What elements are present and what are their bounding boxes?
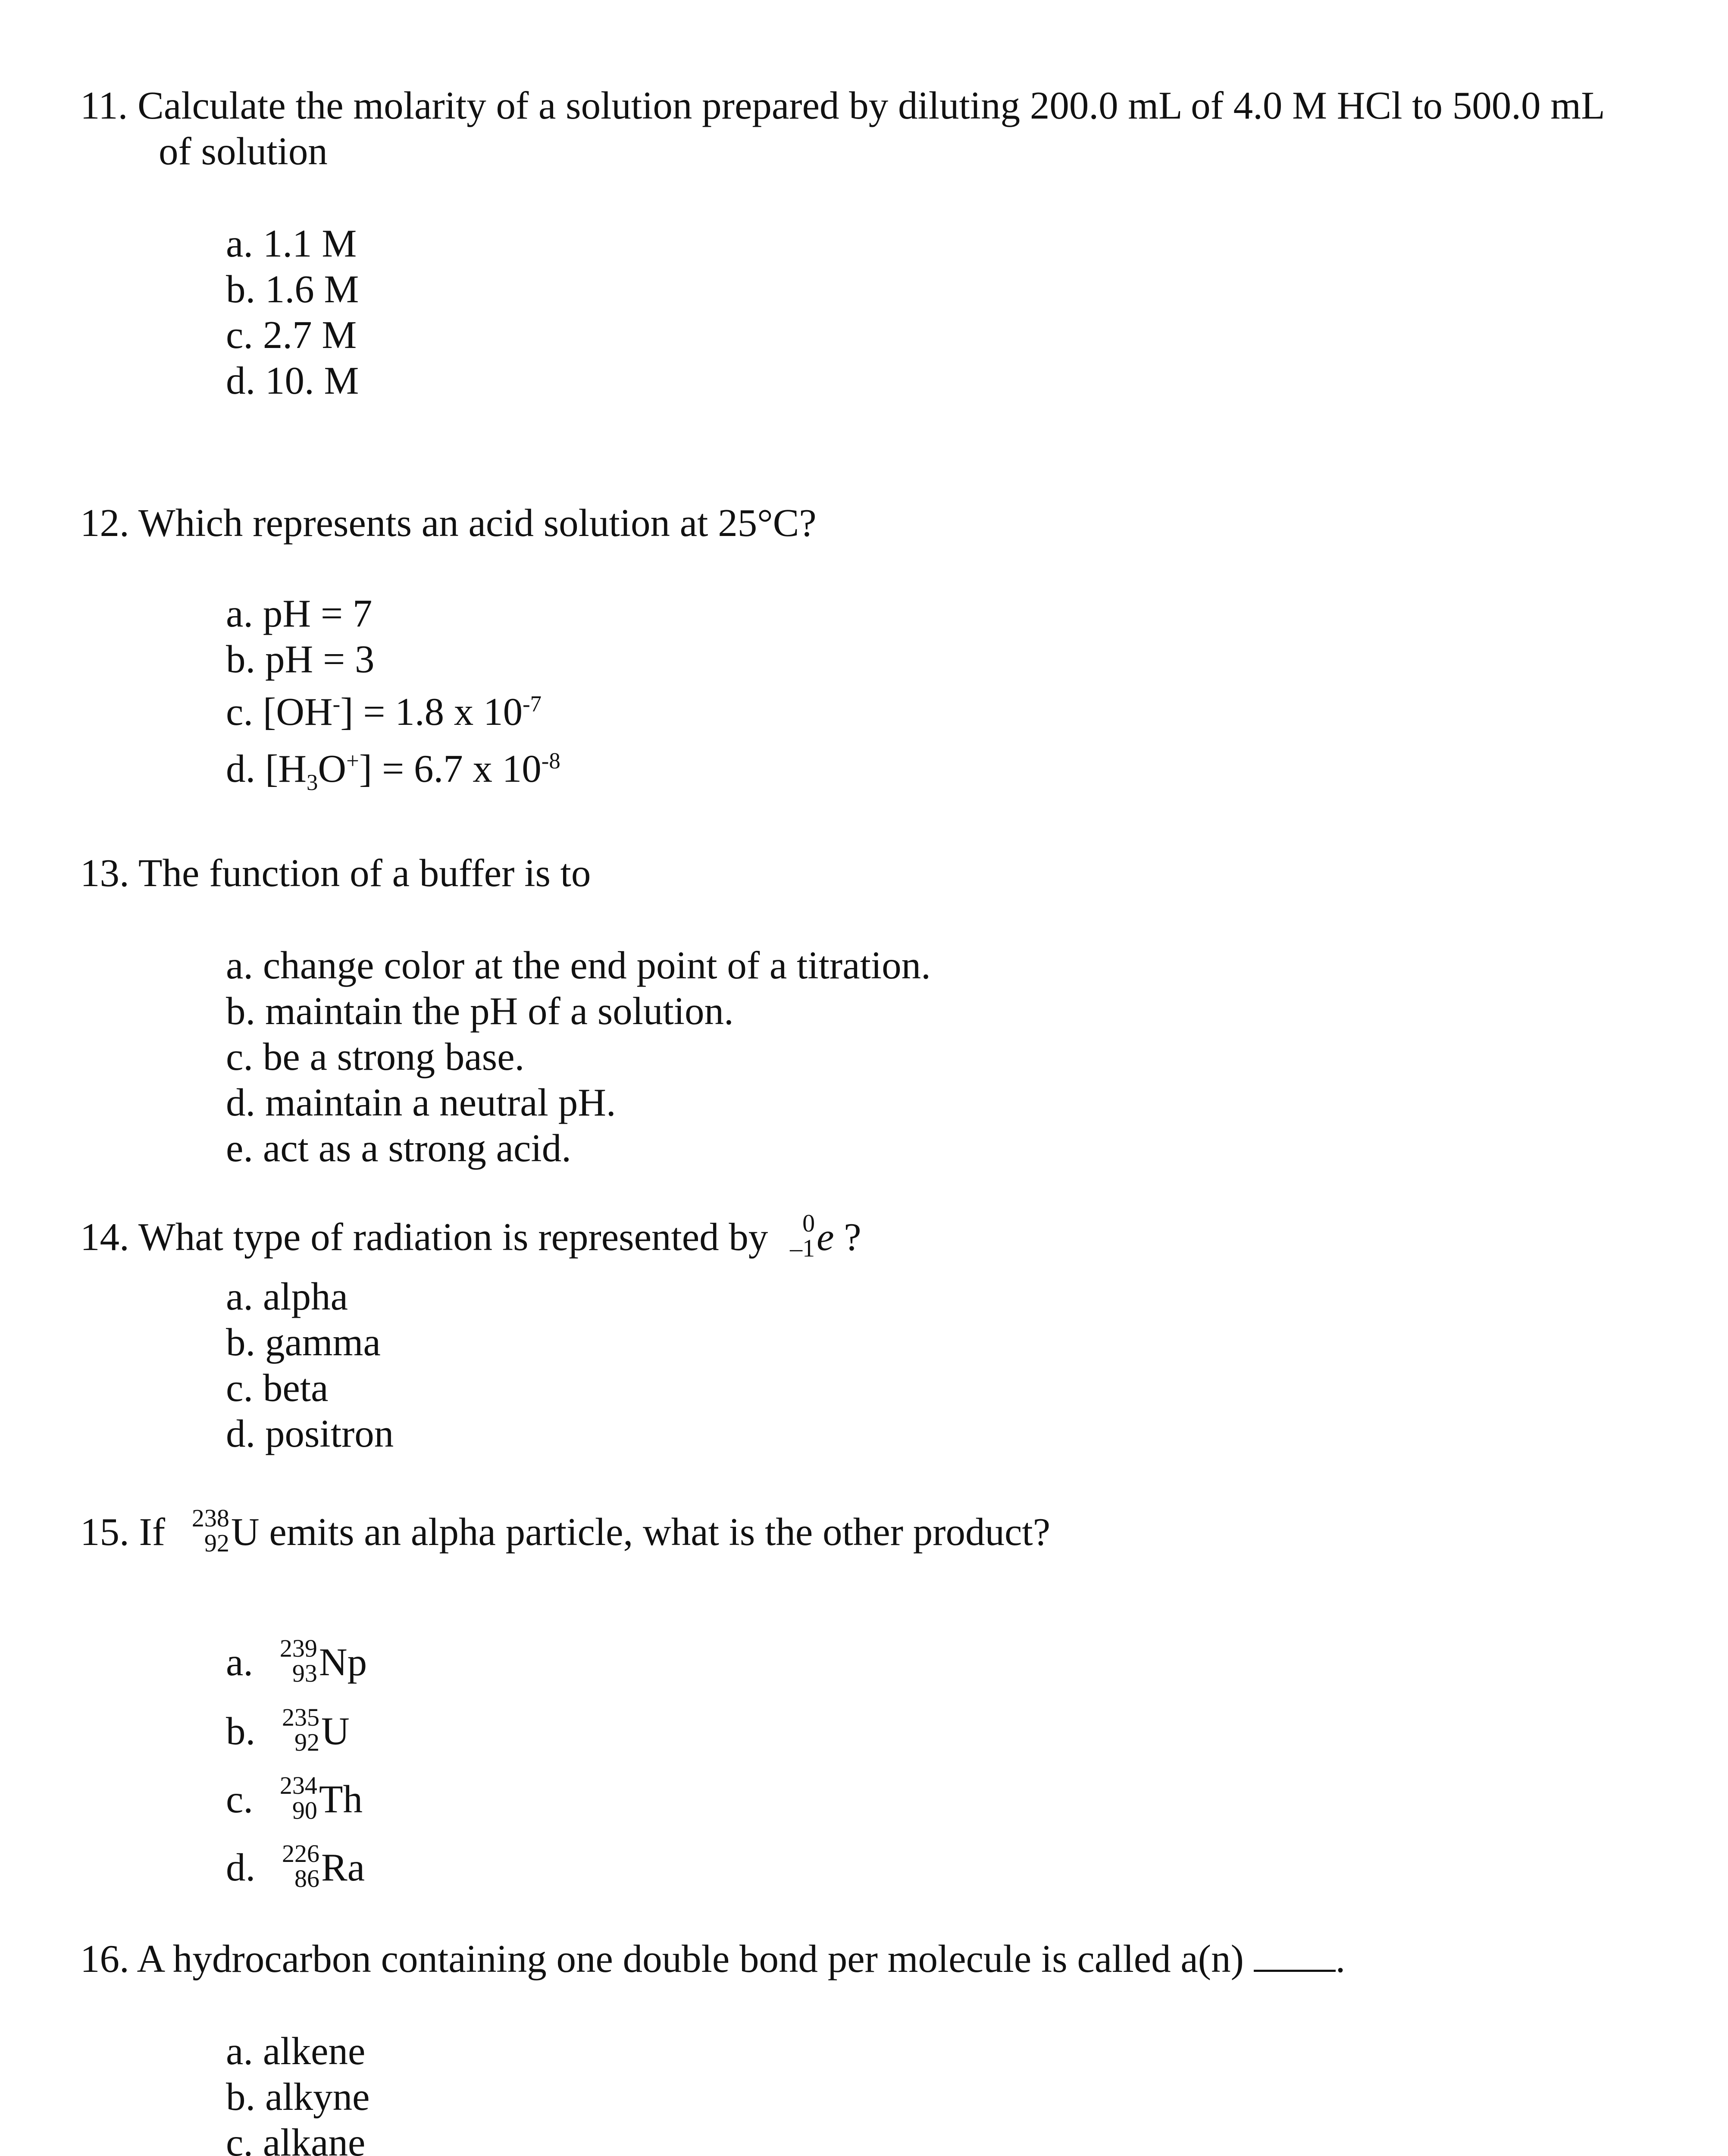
question-16-stem xyxy=(80,1936,1345,1982)
option-c-nuclide xyxy=(263,1771,363,1824)
question-15-number: 15. xyxy=(80,1510,129,1554)
question-12-option-b: b. pH = 3 xyxy=(226,637,375,681)
question-15-stem xyxy=(80,1504,1051,1557)
option-a-nuclide xyxy=(263,1634,367,1687)
option-d-letter: d. xyxy=(226,1846,256,1889)
uranium-238-nuclide xyxy=(175,1504,260,1557)
option-c-mass: 234 xyxy=(279,1771,317,1799)
option-c-numbers xyxy=(263,1771,319,1824)
question-12-number: 12. xyxy=(80,501,129,545)
question-15-if: If xyxy=(139,1510,166,1554)
question-11-option-a: a. 1.1 M xyxy=(226,222,357,265)
option-d-numbers xyxy=(265,1839,321,1893)
option-d-sub-3: 3 xyxy=(307,770,318,796)
option-a-numbers xyxy=(263,1634,319,1687)
question-16-option-a: a. alkene xyxy=(226,2029,366,2073)
option-b-letter: b. xyxy=(226,1709,256,1753)
option-d-mass: 226 xyxy=(282,1839,319,1868)
uranium-mass-number: 238 xyxy=(191,1504,229,1532)
option-d-exponent: -8 xyxy=(541,748,560,774)
question-13-number: 13. xyxy=(80,851,129,895)
option-b-atomic: 92 xyxy=(294,1728,319,1756)
question-16-option-c: c. alkane xyxy=(226,2121,366,2156)
question-16-period: . xyxy=(1335,1937,1346,1981)
electron-symbol: e xyxy=(817,1215,834,1259)
electron-charge-number: –1 xyxy=(790,1234,815,1262)
option-d-middle: ] = 6.7 x 10 xyxy=(359,747,542,790)
option-d-prefix: d. [H xyxy=(226,747,307,790)
option-b-numbers xyxy=(265,1703,321,1756)
question-14-option-c: c. beta xyxy=(226,1366,329,1410)
option-c-sup-minus: - xyxy=(332,691,341,717)
option-a-symbol: Np xyxy=(319,1640,367,1684)
question-13-option-c: c. be a strong base. xyxy=(226,1035,525,1078)
question-11-option-c: c. 2.7 M xyxy=(226,313,357,357)
option-b-symbol: U xyxy=(321,1709,350,1753)
question-14-option-b: b. gamma xyxy=(226,1320,381,1364)
option-b-nuclide xyxy=(265,1703,350,1756)
question-14-option-d: d. positron xyxy=(226,1412,394,1455)
uranium-238-numbers xyxy=(175,1504,231,1557)
question-15-option-b xyxy=(226,1703,350,1756)
option-d-nuclide xyxy=(265,1839,365,1893)
question-14-text: What type of radiation is represented by xyxy=(138,1215,768,1259)
question-11-option-b: b. 1.6 M xyxy=(226,267,359,311)
option-c-prefix: c. [OH xyxy=(226,690,333,733)
option-d-sup-plus: + xyxy=(346,748,359,774)
question-11-number: 11. xyxy=(80,84,128,127)
question-13-text: The function of a buffer is to xyxy=(138,851,591,895)
question-14-question-mark: ? xyxy=(844,1215,861,1259)
question-11-option-d: d. 10. M xyxy=(226,359,359,402)
question-14-number: 14. xyxy=(80,1215,129,1259)
question-11-stem-continued: of solution xyxy=(159,129,328,173)
question-13-option-a: a. change color at the end point of a titration. xyxy=(226,943,931,987)
question-16-number: 16. xyxy=(80,1937,129,1981)
question-13-option-b: b. maintain the pH of a solution. xyxy=(226,989,734,1033)
electron-nuclide-numbers xyxy=(778,1209,817,1262)
question-13-option-d: d. maintain a neutral pH. xyxy=(226,1081,616,1124)
option-a-mass: 239 xyxy=(279,1634,317,1662)
option-d-symbol: Ra xyxy=(321,1846,365,1889)
option-d-atomic: 86 xyxy=(294,1865,319,1893)
option-b-mass: 235 xyxy=(282,1703,319,1731)
option-c-middle: ] = 1.8 x 10 xyxy=(340,690,523,733)
uranium-symbol: U xyxy=(231,1510,260,1554)
question-15-option-c xyxy=(226,1771,363,1824)
answer-blank xyxy=(1254,1944,1336,1972)
electron-nuclide xyxy=(778,1209,834,1262)
option-c-symbol: Th xyxy=(319,1777,363,1821)
question-11-text: Calculate the molarity of a solution prepared by diluting 200.0 mL of 4.0 M HCl to 500.0 mL xyxy=(138,84,1605,127)
option-c-exponent: -7 xyxy=(523,691,542,717)
option-a-letter: a. xyxy=(226,1640,254,1684)
question-11-stem xyxy=(80,83,1605,128)
question-16-text: A hydrocarbon containing one double bond per molecule is called a(n) xyxy=(137,1937,1244,1981)
question-15-text: emits an alpha particle, what is the other product? xyxy=(269,1510,1051,1554)
question-13-stem xyxy=(80,850,591,896)
question-13-option-e: e. act as a strong acid. xyxy=(226,1126,571,1170)
question-12-text: Which represents an acid solution at 25°C? xyxy=(138,501,817,545)
question-12-option-d xyxy=(226,746,560,796)
option-c-letter: c. xyxy=(226,1777,254,1821)
question-12-option-a: a. pH = 7 xyxy=(226,592,373,635)
question-15-option-d xyxy=(226,1839,365,1893)
uranium-atomic-number: 92 xyxy=(204,1529,229,1557)
question-12-stem xyxy=(80,500,817,546)
question-14-option-a: a. alpha xyxy=(226,1275,348,1318)
question-12-option-c xyxy=(226,689,542,735)
option-a-atomic: 93 xyxy=(292,1659,317,1687)
electron-mass-number: 0 xyxy=(802,1209,815,1237)
question-15-option-a xyxy=(226,1634,367,1687)
question-16-option-b: b. alkyne xyxy=(226,2075,370,2118)
option-d-oxygen: O xyxy=(318,747,347,790)
option-c-atomic: 90 xyxy=(292,1796,317,1824)
question-14-stem xyxy=(80,1209,861,1262)
